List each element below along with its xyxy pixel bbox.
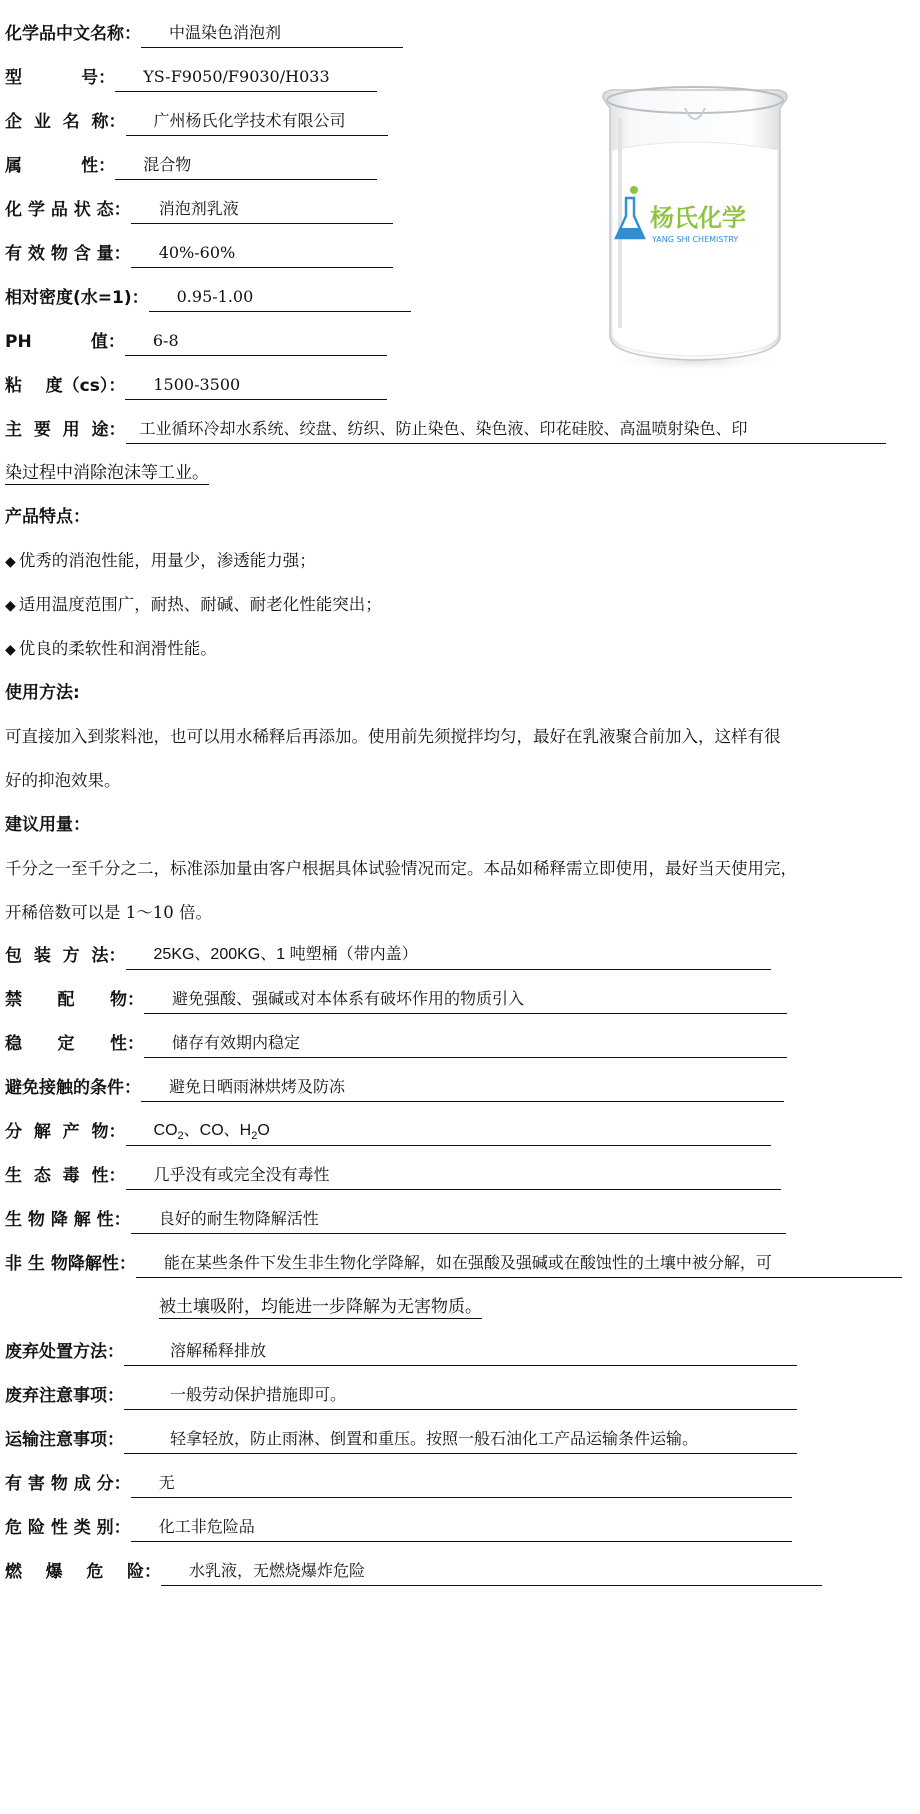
field-value: 无 [131, 1472, 792, 1498]
field-transport-notes [5, 1424, 797, 1454]
field-label: 主 要 用 途： [5, 420, 126, 440]
dosage-heading: 建议用量： [5, 815, 90, 835]
field-abiotic-degradation [5, 1248, 902, 1278]
field-value: 水乳液，无燃烧爆炸危险 [161, 1560, 822, 1586]
feature-item [5, 550, 316, 573]
field-label: 废弃处置方法： [5, 1342, 124, 1362]
feature-text: 适用温度范围广，耐热、耐碱、耐老化性能突出； [18, 595, 382, 614]
field-stability [5, 1028, 787, 1058]
dosage-line1: 千分之一至千分之二，标准添加量由客户根据具体试验情况而定。本品如稀释需立即使用，最好当天使用完， [5, 859, 797, 878]
field-label: 燃 爆 危 险： [5, 1562, 162, 1582]
field-packaging [5, 940, 771, 970]
usage-line2 [5, 462, 209, 484]
field-label: 有 害 物 成 分： [5, 1474, 131, 1494]
field-label: 危 险 性 类 别： [5, 1518, 131, 1538]
method-line2: 好的抑泡效果。 [5, 771, 121, 790]
formula-part: O [257, 1122, 270, 1139]
dosage-line2: 开稀倍数可以是 1～10 倍。 [5, 903, 212, 922]
field-property [5, 150, 377, 180]
field-company [5, 106, 388, 136]
field-label: 稳 定 性： [5, 1034, 145, 1054]
field-model [5, 62, 377, 92]
field-value: YS-F9050/F9030/H033 [115, 66, 377, 92]
field-chemical-name [5, 18, 403, 48]
formula-subscript: 2 [177, 1130, 184, 1143]
method-line1: 可直接加入到浆料池，也可以用水稀释后再添加。使用前先须搅拌均匀，最好在乳液聚合前加入，这样有很 [5, 727, 781, 746]
field-value: 能在某些条件下发生非生物化学降解，如在强酸及强碱或在酸蚀性的土壤中被分解，可 [136, 1252, 902, 1278]
field-value [126, 1120, 771, 1146]
field-value: 溶解稀释排放 [124, 1340, 797, 1366]
field-decomposition [5, 1116, 771, 1146]
field-label: 分 解 产 物： [5, 1122, 126, 1142]
feature-item [5, 594, 382, 617]
field-disposal-notes [5, 1380, 797, 1410]
field-value: 6-8 [125, 330, 387, 356]
field-value: 25KG、200KG、1 吨塑桶（带内盖） [126, 944, 771, 970]
field-incompatible [5, 984, 787, 1014]
abiotic-line2-text: 被土壤吸附，均能进一步降解为无害物质。 [159, 1297, 482, 1317]
field-value: 消泡剂乳液 [131, 198, 393, 224]
brand-cn-text: 杨氏化学 [650, 204, 746, 232]
method-heading: 使用方法: [5, 683, 80, 703]
beaker-icon [590, 78, 800, 378]
feature-text: 优秀的消泡性能，用量少，渗透能力强； [18, 551, 316, 570]
field-explosion-hazard [5, 1556, 822, 1586]
formula-part: 、CO、H [183, 1122, 252, 1139]
field-value: 良好的耐生物降解活性 [131, 1208, 786, 1234]
formula-part: CO [153, 1122, 178, 1139]
field-value: 几乎没有或完全没有毒性 [126, 1164, 781, 1190]
field-value: 避免日晒雨淋烘烤及防冻 [141, 1076, 784, 1102]
field-value: 1500-3500 [125, 374, 387, 400]
field-biodegradability [5, 1204, 786, 1234]
field-label: 废弃注意事项： [5, 1386, 124, 1406]
field-viscosity [5, 370, 387, 400]
field-value: 储存有效期内稳定 [144, 1032, 787, 1058]
field-label: 禁 配 物： [5, 990, 145, 1010]
field-label: 避免接触的条件： [5, 1078, 141, 1098]
features-heading: 产品特点： [5, 507, 90, 527]
field-label: 相对密度(水=1)： [5, 288, 149, 308]
bullet-icon: ◆ [5, 642, 16, 658]
field-ecotoxicity [5, 1160, 781, 1190]
field-value: 40%-60% [131, 242, 393, 268]
field-value: 化工非危险品 [131, 1516, 792, 1542]
field-value: 中温染色消泡剂 [141, 22, 403, 48]
product-beaker-image [590, 78, 800, 378]
field-label: 属 性： [5, 156, 116, 176]
field-hazardous-components [5, 1468, 792, 1498]
field-value: 0.95-1.00 [149, 286, 411, 312]
field-label: 企 业 名 称： [5, 112, 126, 132]
field-value: 一般劳动保护措施即可。 [124, 1384, 797, 1410]
field-label: 生 态 毒 性： [5, 1166, 126, 1186]
field-label: 生 物 降 解 性： [5, 1210, 131, 1230]
bullet-icon: ◆ [5, 598, 16, 614]
field-value: 避免强酸、强碱或对本体系有破坏作用的物质引入 [144, 988, 787, 1014]
field-label: 粘 度（cs）： [5, 376, 126, 396]
field-value: 广州杨氏化学技术有限公司 [126, 110, 388, 136]
field-state [5, 194, 393, 224]
field-avoid-conditions [5, 1072, 784, 1102]
field-label: 型 号： [5, 68, 116, 88]
formula-subscript: 2 [251, 1130, 258, 1143]
field-label: 非 生 物降解性： [5, 1254, 136, 1274]
field-label: 运输注意事项： [5, 1430, 124, 1450]
field-label: 有 效 物 含 量： [5, 244, 131, 264]
bullet-icon: ◆ [5, 554, 16, 570]
brand-en-text: YANG SHI CHEMISTRY [652, 235, 739, 244]
usage-line2-text: 染过程中消除泡沫等工业。 [5, 463, 209, 483]
field-hazard-class [5, 1512, 792, 1542]
field-value: 轻拿轻放，防止雨淋、倒置和重压。按照一般石油化工产品运输条件运输。 [124, 1428, 797, 1454]
field-label: 化学品中文名称： [5, 24, 141, 44]
feature-text: 优良的柔软性和润滑性能。 [18, 639, 217, 658]
field-label: 包 装 方 法： [5, 946, 126, 966]
field-usage [5, 414, 886, 444]
feature-item [5, 638, 217, 661]
abiotic-line2 [159, 1296, 482, 1318]
field-disposal [5, 1336, 797, 1366]
field-density [5, 282, 411, 312]
field-content [5, 238, 393, 268]
field-label: 化 学 品 状 态： [5, 200, 131, 220]
field-value: 混合物 [115, 154, 377, 180]
field-value: 工业循环冷却水系统、绞盘、纺织、防止染色、染色液、印花硅胶、高温喷射染色、印 [126, 418, 886, 444]
field-label: PH 值： [5, 332, 125, 352]
field-ph [5, 326, 387, 356]
